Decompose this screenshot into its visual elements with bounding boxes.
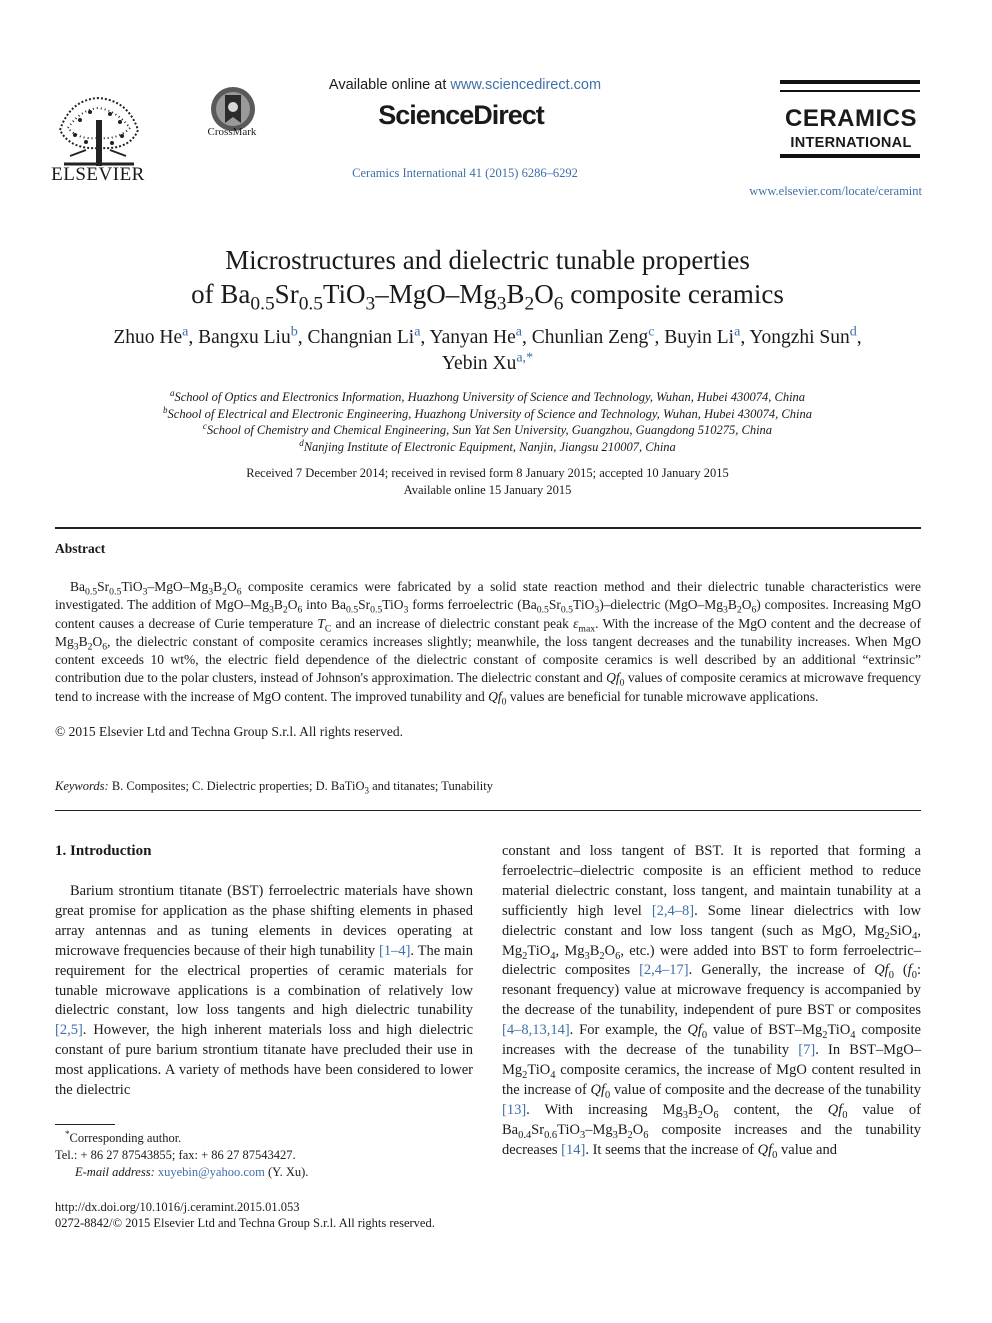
citation-link[interactable]: [2,4–8] bbox=[651, 902, 695, 919]
doi-link[interactable]: http://dx.doi.org/10.1016/j.ceramint.2015.01.053 bbox=[55, 1200, 300, 1214]
available-online bbox=[300, 77, 630, 93]
issn-copyright: 0272-8842/© 2015 Elsevier Ltd and Techna Group S.r.l. All rights reserved. bbox=[55, 1216, 435, 1230]
body-column-left: Barium strontium titanate (BST) ferroelectric materials have shown great promise for application as the phase shifting elements in phased array antennas and as tuning elements in devices operating at microwave frequencies because of their high tunability [1–4]. The main requirement for the electrical properties of ceramic materials for tunable microwave applications is a combination of relatively low dielectric constant, low loss tangents and high dielectric tunability [2,5]. However, the high inherent materials loss and high dielectric constant of pure barium strontium titanate have precluded their use in most applications. A variety of methods have been considered to lower the dielectric bbox=[55, 883, 473, 1099]
author[interactable]: Zhuo He$^a$ bbox=[113, 323, 189, 348]
received-dates: Received 7 December 2014; received in revised form 8 January 2015; accepted 10 January 2015 bbox=[246, 466, 729, 480]
author[interactable]: Buyin Li$^a$ bbox=[664, 323, 741, 348]
sciencedirect-link[interactable]: www.sciencedirect.com bbox=[450, 77, 602, 93]
journal-rule bbox=[780, 90, 920, 92]
affiliations bbox=[60, 389, 915, 455]
author[interactable]: Yanyan He$^a$ bbox=[429, 323, 522, 348]
section-heading: 1. Introduction bbox=[55, 843, 152, 859]
citation-link[interactable]: [13] bbox=[502, 1101, 527, 1118]
footnote-email: E-mail address: xuyebin@yahoo.com (Y. Xu). bbox=[75, 1165, 309, 1179]
title-line-2: of $Ba_{0.5}Sr_{0.5}TiO_3-MgO-Mg_3B_2O_6$ composite ceramics bbox=[191, 279, 784, 315]
abstract-heading: Abstract bbox=[55, 541, 106, 556]
citation-link[interactable]: [2,5] bbox=[55, 1022, 83, 1039]
divider bbox=[55, 810, 921, 811]
abstract-body: $Ba_{0.5}Sr_{0.5}TiO_3-MgO-Mg_3B_2O_6$ composite ceramics were fabricated by a solid state reaction method and their dielectric tunable characteristics were investigated. The addition of MgO–$Mg_3B_2O_6$ into $Ba_{0.5}Sr_{0.5}TiO_3$ forms ferroelectric $(Ba_{0.5}Sr_{0.5}TiO_3)$–dielectric $(MgO-Mg_3B_2O_6)$ composites. Increasing MgO content causes a decrease of Curie temperature $T_C$ and an increase of dielectric constant peak $\varepsilon_{max}$. With the increase of the MgO content and the decrease of $Mg_3B_2O_6$, the dielectric constant of composite ceramics increases slightly; meanwhile, the loss tangent decreases and the tunability increases. When MgO content exceeds 10 wt%, the electric field dependence of the dielectric constant of composite ceramics is well described by an additional “extrinsic” contribution due to the polar clusters, instead of Johnson's approximation. The dielectric constant and $Qf_0$ values of composite ceramics at microwave frequency tend to increase with the increase of MgO content. The improved tunability and $Qf_0$ values are beneficial for tunable microwave applications. bbox=[55, 579, 922, 708]
affiliation: $^c$School of Chemistry and Chemical Engineering, Sun Yat Sen University, Guangzhou, Guangdong 510275, China bbox=[202, 420, 773, 437]
affiliation: $^d$Nanjing Institute of Electronic Equipment, Nanjin, Jiangsu 210007, China bbox=[299, 437, 676, 454]
affiliation: $^a$School of Optics and Electronics Information, Huazhong University of Science and Technology, Wuhan, Hubei 430074, China bbox=[169, 387, 806, 404]
email-link[interactable]: xuyebin@yahoo.com bbox=[157, 1165, 265, 1179]
article-title bbox=[100, 243, 875, 315]
author[interactable]: Bangxu Liu$^b$ bbox=[198, 323, 298, 348]
journal-rule bbox=[780, 80, 920, 84]
footnote-phone: Tel.: + 86 27 87543855; fax: + 86 27 87543427. bbox=[55, 1148, 296, 1162]
online-date: Available online 15 January 2015 bbox=[403, 483, 572, 497]
citation-link[interactable]: [4–8,13,14] bbox=[502, 1022, 570, 1039]
journal-homepage-link[interactable]: www.elsevier.com/locate/ceramint bbox=[749, 184, 922, 198]
available-prefix: Available online at bbox=[328, 77, 451, 93]
crossmark-label: CrossMark bbox=[207, 126, 257, 138]
author[interactable]: Changnian Li$^a$ bbox=[307, 323, 421, 348]
journal-name-subtitle: INTERNATIONAL bbox=[790, 135, 912, 151]
journal-name: CERAMICS bbox=[784, 105, 917, 132]
journal-citation-link[interactable]: Ceramics International 41 (2015) 6286–6292 bbox=[352, 166, 578, 180]
author[interactable]: Chunlian Zeng$^c$ bbox=[531, 323, 655, 348]
citation-link[interactable]: [14] bbox=[561, 1141, 586, 1158]
author[interactable]: Yongzhi Sun$^d$ bbox=[749, 323, 857, 348]
keywords: Keywords: B. Composites; C. Dielectric properties; D. BaTiO$_3$ and titanates; Tunability bbox=[55, 779, 493, 796]
publisher-name: ELSEVIER bbox=[51, 164, 145, 185]
keywords-label: Keywords: bbox=[55, 779, 109, 793]
affiliation: $^b$School of Electrical and Electronic Engineering, Huazhong University of Science and Technology, Wuhan, Hubei 430074, China bbox=[163, 404, 812, 421]
title-line-1: Microstructures and dielectric tunable properties bbox=[225, 245, 750, 275]
footnote-rule bbox=[55, 1124, 115, 1125]
sciencedirect-logo: ScienceDirect bbox=[378, 100, 544, 130]
citation-link[interactable]: [7] bbox=[798, 1042, 816, 1059]
citation-link[interactable]: [1–4] bbox=[379, 942, 411, 959]
divider bbox=[55, 527, 921, 529]
author[interactable]: Yebin $Xu^{a,*}$ bbox=[441, 349, 534, 374]
author-list: Zhuo He$^a$, Bangxu Liu$^b$, Changnian Li$^a$, Yanyan He$^a$, Chunlian Zeng$^c$, Buyin Li$^a$, Yongzhi Sun$^d$, Yebin $Xu^{a,*}$ bbox=[113, 323, 862, 374]
article-history bbox=[60, 465, 915, 499]
footnote-corresponding: *Corresponding author. bbox=[65, 1128, 182, 1145]
journal-rule bbox=[780, 154, 920, 158]
body-column-right: constant and loss tangent of BST. It is reported that forming a ferroelectric–dielectric composite is an efficient method to reduce material dielectric constant, loss tangent, and maintain tunability at a sufficiently high level [2,4–8]. Some linear dielectrics with low dielectric constant and low loss tangent (such as MgO, $Mg_2SiO_4$, $Mg_2TiO_4$, $Mg_3B_2O_6$, etc.) were added into BST to form ferroelectric–dielectric composites [2,4–17]. Generally, the increase of $Qf_0$ ($f_0$: resonant frequency) value at microwave frequency is accompanied by the decrease of the tunability, independent of pure BST or composites [4–8,13,14]. For example, the $Qf_0$ value of BST–$Mg_2TiO_4$ composite increases with the decrease of the tunability [7]. In BST–$MgO-Mg_2TiO_4$ composite ceramics, the increase of MgO content resulted in the increase of $Qf_0$ value of composite and the decrease of the tunability [13]. With increasing $Mg_3B_2O_6$ content, the $Qf_0$ value of $Ba_{0.4}Sr_{0.6}TiO_3-Mg_3B_2O_6$ composite increases and the tunability decreases [14]. It seems that the increase of $Qf_0$ value and bbox=[502, 843, 921, 1161]
abstract-copyright: © 2015 Elsevier Ltd and Techna Group S.r.l. All rights reserved. bbox=[55, 724, 403, 739]
citation-link[interactable]: [2,4–17] bbox=[639, 962, 689, 979]
